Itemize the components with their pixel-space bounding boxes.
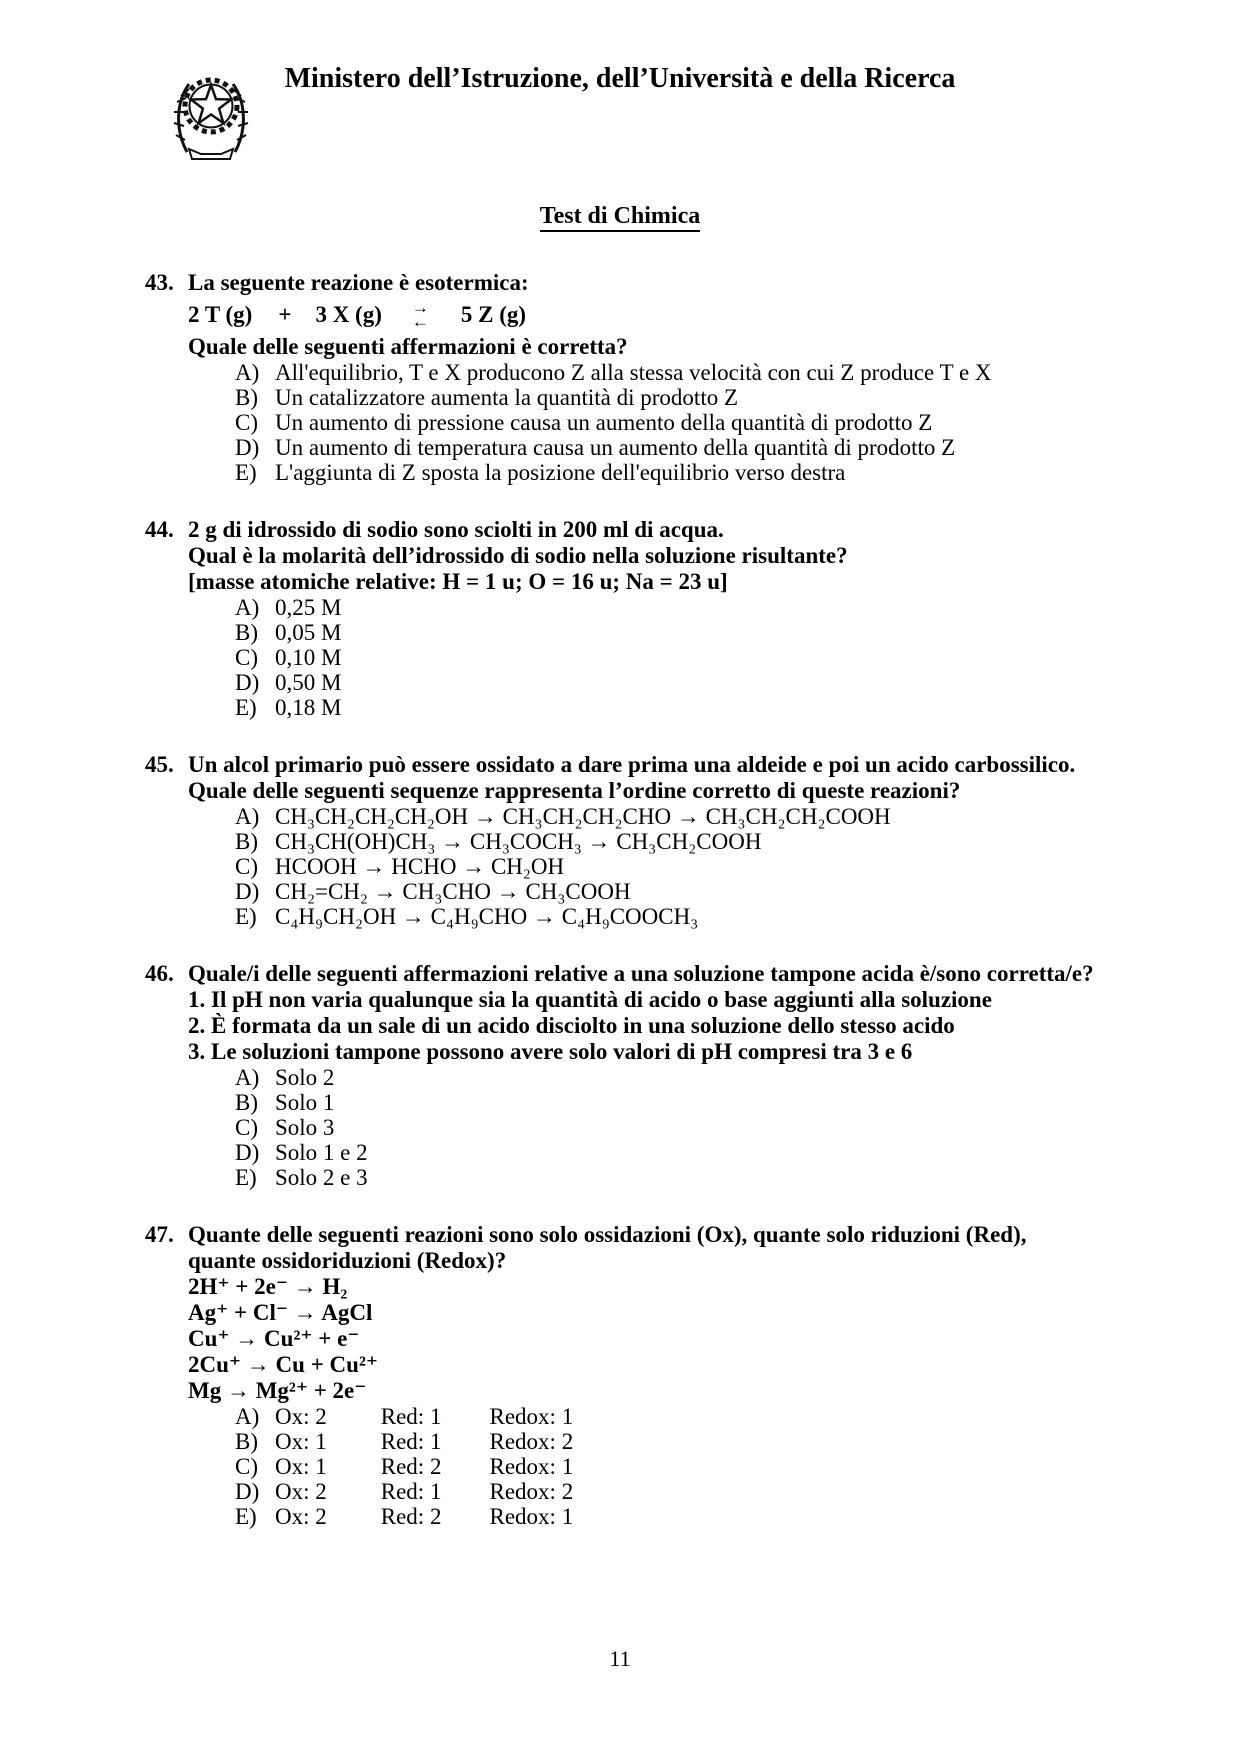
reaction-line: [0, 1378, 1240, 1404]
option-text: Un aumento di pressione causa un aumento della quantità di prodotto Z: [275, 410, 933, 435]
option-text: Solo 3: [275, 1115, 335, 1140]
option-letter: C): [235, 410, 258, 435]
question-stem-text: Qual è la molarità dell’idrossido di sodio nella soluzione risultante?: [188, 543, 848, 568]
option-row: [0, 1404, 1240, 1429]
option-text: 0,18 M: [275, 695, 342, 720]
equation-row: [0, 296, 1240, 334]
question-stem: [0, 569, 1240, 595]
option-ox-value: Ox: 2: [275, 1404, 327, 1429]
option-letter: D): [235, 879, 260, 904]
question-stem: [0, 543, 1240, 569]
option-row: [0, 879, 1240, 904]
option-row: [0, 904, 1240, 929]
equation-term: 2 T (g): [188, 302, 253, 327]
option-text: Solo 2 e 3: [275, 1165, 368, 1190]
option-letter: C): [235, 1454, 258, 1479]
option-letter: D): [235, 1140, 260, 1165]
question-number: 44.: [145, 517, 174, 542]
option-redox-value: Redox: 2: [489, 1429, 574, 1454]
option-text: 0,10 M: [275, 645, 342, 670]
option-letter: A): [235, 595, 260, 620]
option-letter: A): [235, 1404, 260, 1429]
option-redox-value: Redox: 2: [489, 1479, 574, 1504]
option-letter: B): [235, 385, 258, 410]
option-letter: E): [235, 1165, 257, 1190]
question-stem: [0, 778, 1240, 804]
page-number: 11: [609, 1646, 631, 1671]
option-row: [0, 1065, 1240, 1090]
option-row: [0, 670, 1240, 695]
question-43: [0, 270, 1240, 485]
option-row: [0, 1504, 1240, 1529]
arrow-right-icon: →: [411, 298, 429, 317]
arrow-left-icon: ←: [411, 312, 429, 331]
question-list: [0, 270, 1240, 1529]
question-stem: [0, 517, 1240, 543]
question-44: [0, 517, 1240, 720]
option-text: 0,50 M: [275, 670, 342, 695]
question-stem: [0, 334, 1240, 360]
reaction-text: 2H⁺ + 2e⁻ → H₂: [188, 1274, 348, 1299]
option-letter: E): [235, 460, 257, 485]
question-47: [0, 1222, 1240, 1529]
statement-text: 2. È formata da un sale di un acido disciolto in una soluzione dello stesso acido: [188, 1013, 955, 1038]
option-letter: A): [235, 1065, 260, 1090]
option-row: [0, 804, 1240, 829]
option-red-value: Red: 1: [380, 1429, 442, 1454]
option-row: [0, 1090, 1240, 1115]
option-text: Solo 2: [275, 1065, 335, 1090]
option-text: CH₃CH(OH)CH₃ → CH₃COCH₃ → CH₃CH₂COOH: [275, 829, 762, 854]
document-content: [0, 203, 1240, 1529]
option-letter: B): [235, 1090, 258, 1115]
question-stem: [0, 270, 1240, 296]
option-text: Solo 1: [275, 1090, 335, 1115]
option-row: [0, 460, 1240, 485]
option-row: [0, 385, 1240, 410]
option-text: 0,25 M: [275, 595, 342, 620]
option-redox-value: Redox: 1: [489, 1404, 574, 1429]
option-letter: E): [235, 1504, 257, 1529]
option-letter: A): [235, 360, 260, 385]
option-row: [0, 645, 1240, 670]
page-title: [0, 203, 1240, 230]
equation-term: 5 Z (g): [460, 302, 527, 327]
option-letter: D): [235, 670, 260, 695]
question-stem-text: Quale delle seguenti affermazioni è corretta?: [188, 334, 628, 359]
question-stem-text: [masse atomiche relative: H = 1 u; O = 16 u; Na = 23 u]: [188, 569, 728, 594]
option-red-value: Red: 1: [380, 1404, 442, 1429]
option-row: [0, 620, 1240, 645]
option-row: [0, 1165, 1240, 1190]
option-row: [0, 854, 1240, 879]
question-number: 46.: [145, 961, 174, 986]
question-stem: [0, 961, 1240, 987]
question-stem: [0, 1222, 1240, 1248]
statement-text: 1. Il pH non varia qualunque sia la quantità di acido o base aggiunti alla soluzione: [188, 987, 992, 1012]
option-red-value: Red: 2: [380, 1454, 442, 1479]
option-letter: D): [235, 435, 260, 460]
option-text: C₄H₉CH₂OH → C₄H₉CHO → C₄H₉COOCH₃: [275, 904, 699, 929]
option-text: All'equilibrio, T e X producono Z alla stessa velocità con cui Z produce T e X: [275, 360, 992, 385]
option-red-value: Red: 2: [380, 1504, 442, 1529]
reaction-text: Mg → Mg²⁺ + 2e⁻: [188, 1378, 367, 1403]
option-text: CH₃CH₂CH₂CH₂OH → CH₃CH₂CH₂CHO → CH₃CH₂CH₂COOH: [275, 804, 891, 829]
option-ox-value: Ox: 1: [275, 1429, 327, 1454]
option-letter: C): [235, 645, 258, 670]
question-stem-text: La seguente reazione è esotermica:: [188, 270, 529, 295]
option-row: [0, 595, 1240, 620]
option-ox-value: Ox: 2: [275, 1504, 327, 1529]
option-text: HCOOH → HCHO → CH₂OH: [275, 854, 565, 879]
option-letter: C): [235, 854, 258, 879]
option-letter: B): [235, 1429, 258, 1454]
option-letter: A): [235, 804, 260, 829]
plus-sign: +: [278, 302, 292, 327]
question-stem: [0, 752, 1240, 778]
reaction-line: [0, 1300, 1240, 1326]
option-row: [0, 695, 1240, 720]
question-stem-text: 2 g di idrossido di sodio sono sciolti in 200 ml di acqua.: [188, 517, 724, 542]
ministry-title: Ministero dell’Istruzione, dell’Università e della Ricerca: [284, 63, 956, 94]
statement-text: 3. Le soluzioni tampone possono avere solo valori di pH compresi tra 3 e 6: [188, 1039, 913, 1064]
statement-line: [0, 1039, 1240, 1065]
reaction-text: 2Cu⁺ → Cu + Cu²⁺: [188, 1352, 378, 1377]
option-text: Un catalizzatore aumenta la quantità di prodotto Z: [275, 385, 739, 410]
option-row: [0, 1454, 1240, 1479]
option-ox-value: Ox: 2: [275, 1479, 327, 1504]
option-text: Solo 1 e 2: [275, 1140, 368, 1165]
option-text: Un aumento di temperatura causa un aumento della quantità di prodotto Z: [275, 435, 956, 460]
question-stem-text: Quante delle seguenti reazioni sono solo ossidazioni (Ox), quante solo riduzioni (Red),: [188, 1222, 1027, 1247]
option-row: [0, 410, 1240, 435]
statement-line: [0, 1013, 1240, 1039]
option-letter: C): [235, 1115, 258, 1140]
option-letter: E): [235, 904, 257, 929]
question-number: 45.: [145, 752, 174, 777]
option-row: [0, 1479, 1240, 1504]
option-redox-value: Redox: 1: [489, 1454, 574, 1479]
option-row: [0, 1140, 1240, 1165]
option-letter: D): [235, 1479, 260, 1504]
statement-line: [0, 987, 1240, 1013]
option-letter: B): [235, 620, 258, 645]
question-number: 47.: [145, 1222, 174, 1247]
option-ox-value: Ox: 1: [275, 1454, 327, 1479]
question-number: 43.: [145, 270, 174, 295]
option-text: 0,05 M: [275, 620, 342, 645]
option-row: [0, 1429, 1240, 1454]
reaction-line: [0, 1352, 1240, 1378]
option-row: [0, 360, 1240, 385]
option-redox-value: Redox: 1: [489, 1504, 574, 1529]
question-45: [0, 752, 1240, 929]
question-stem: [0, 1248, 1240, 1274]
equation-term: 3 X (g): [315, 302, 382, 327]
option-row: [0, 1115, 1240, 1140]
option-row: [0, 829, 1240, 854]
option-text: L'aggiunta di Z sposta la posizione dell'equilibrio verso destra: [275, 460, 846, 485]
question-stem-text: Un alcol primario può essere ossidato a dare prima una aldeide e poi un acido carbossilico.: [188, 752, 1076, 777]
equilibrium-arrows-icon: [411, 298, 429, 331]
reaction-line: [0, 1326, 1240, 1352]
option-row: [0, 435, 1240, 460]
option-letter: E): [235, 695, 257, 720]
option-letter: B): [235, 829, 258, 854]
reaction-text: Ag⁺ + Cl⁻ → AgCl: [188, 1300, 373, 1325]
option-text: CH₂=CH₂ → CH₃CHO → CH₃COOH: [275, 879, 631, 904]
option-red-value: Red: 1: [380, 1479, 442, 1504]
reaction-line: [0, 1274, 1240, 1300]
page-title-text: Test di Chimica: [540, 203, 700, 232]
reaction-text: Cu⁺ → Cu²⁺ + e⁻: [188, 1326, 360, 1351]
question-stem-text: Quale delle seguenti sequenze rappresenta l’ordine corretto di queste reazioni?: [188, 778, 961, 803]
question-stem-text: quante ossidoriduzioni (Redox)?: [188, 1248, 507, 1273]
question-46: [0, 961, 1240, 1190]
question-stem-text: Quale/i delle seguenti affermazioni relative a una soluzione tampone acida è/sono corretta/e?: [188, 961, 1094, 986]
